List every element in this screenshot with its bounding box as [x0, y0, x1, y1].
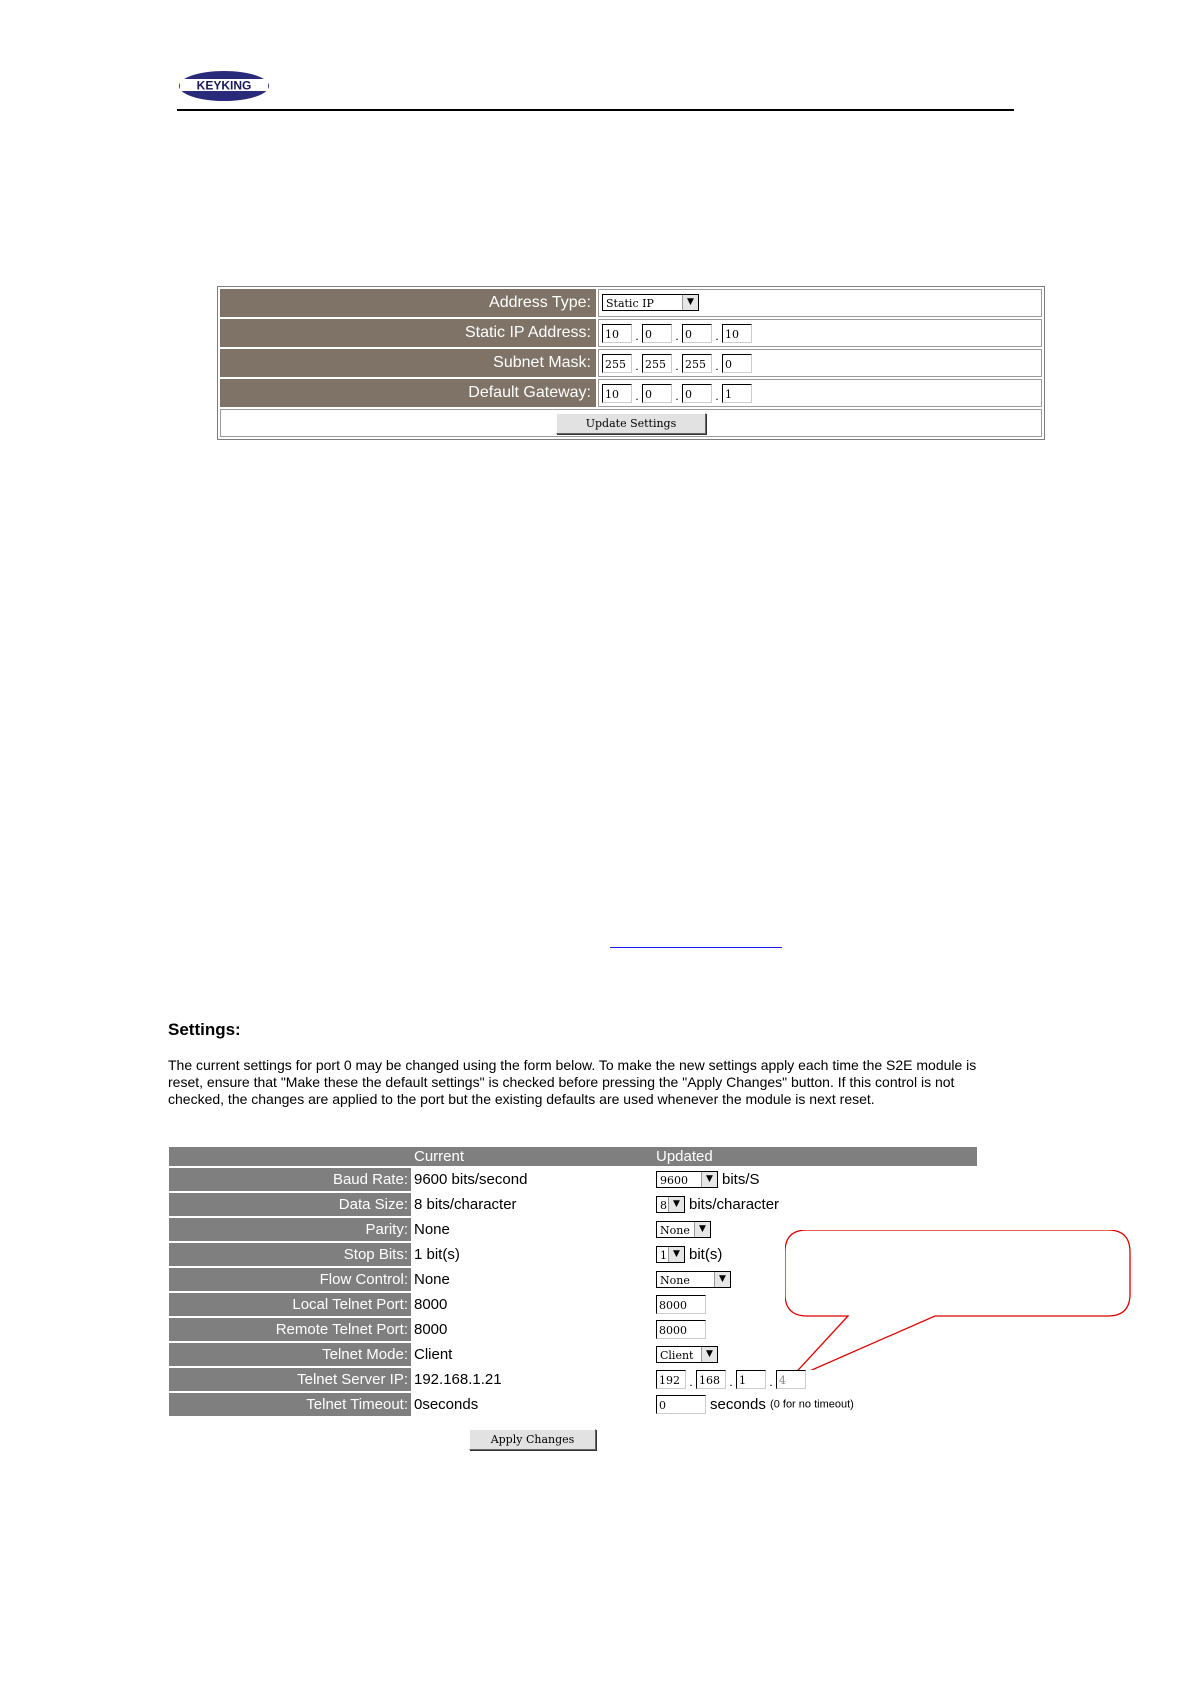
ip-separator-dot: .	[635, 388, 639, 403]
unit-label: bit(s)	[689, 1246, 723, 1264]
ip-octet-input[interactable]: 10	[602, 324, 632, 343]
table-header-row	[169, 1147, 977, 1166]
chevron-down-icon[interactable]: ▼	[701, 1347, 717, 1362]
settings-row-label: Telnet Server IP:	[169, 1368, 411, 1391]
settings-row-label: Telnet Mode:	[169, 1343, 411, 1366]
ip-octet-input[interactable]: 4	[776, 1370, 806, 1389]
column-header-updated: Updated	[653, 1147, 977, 1166]
current-value: None	[414, 1271, 450, 1288]
unit-label: seconds	[710, 1396, 766, 1413]
ip-separator-dot: .	[769, 1375, 773, 1389]
setting-select[interactable]	[656, 1246, 685, 1263]
select-value: Client	[660, 1349, 694, 1363]
update-settings-button[interactable]: Update Settings	[556, 413, 706, 434]
select-value: 1	[660, 1249, 667, 1263]
setting-select[interactable]	[656, 1271, 731, 1288]
column-header-current: Current	[411, 1147, 653, 1166]
keyking-logo	[178, 70, 270, 102]
ip-octet-input[interactable]: 10	[602, 384, 632, 403]
ip-octet-input[interactable]: 255	[642, 354, 672, 373]
current-value: 8000	[414, 1321, 448, 1338]
settings-row-label: Data Size:	[169, 1193, 411, 1216]
setting-text-input[interactable]: 0	[656, 1395, 706, 1414]
ip-separator-dot: .	[715, 358, 719, 373]
current-value: 8000	[414, 1296, 448, 1313]
ip-octet-input[interactable]: 255	[602, 354, 632, 373]
settings-row-label: Telnet Timeout:	[169, 1393, 411, 1416]
updated-value-cell	[653, 1168, 977, 1191]
settings-row	[169, 1168, 977, 1191]
network-row-value	[598, 349, 1042, 377]
select-value: Static IP	[606, 297, 654, 311]
setting-text-input[interactable]: 8000	[656, 1295, 706, 1314]
settings-row-label: Stop Bits:	[169, 1243, 411, 1266]
current-value: Client	[414, 1346, 453, 1363]
ip-octet-input[interactable]: 0	[642, 384, 672, 403]
settings-row	[169, 1193, 977, 1216]
ip-octet-input[interactable]: 0	[682, 384, 712, 403]
network-row-value	[598, 319, 1042, 347]
settings-row-label: Flow Control:	[169, 1268, 411, 1291]
network-button-row	[220, 409, 1042, 437]
network-row-label: Default Gateway:	[220, 379, 596, 407]
settings-row-label: Remote Telnet Port:	[169, 1318, 411, 1341]
apply-changes-button[interactable]: Apply Changes	[469, 1429, 596, 1450]
chevron-down-icon[interactable]: ▼	[668, 1247, 684, 1262]
setting-select[interactable]	[656, 1171, 718, 1188]
setting-select[interactable]	[656, 1221, 711, 1238]
settings-row	[169, 1368, 977, 1391]
ip-octet-input[interactable]: 0	[682, 324, 712, 343]
chevron-down-icon[interactable]: ▼	[694, 1222, 710, 1237]
network-row-value	[598, 379, 1042, 407]
current-value: 1 bit(s)	[414, 1246, 460, 1263]
ip-separator-dot: .	[675, 328, 679, 343]
network-row-label: Address Type:	[220, 289, 596, 317]
ip-octet-input[interactable]: 0	[642, 324, 672, 343]
settings-row	[169, 1393, 977, 1416]
timeout-note: (0 for no timeout)	[770, 1398, 854, 1411]
current-value: None	[414, 1221, 450, 1238]
network-row	[220, 289, 1042, 317]
settings-row-label: Local Telnet Port:	[169, 1293, 411, 1316]
callout-bubble	[785, 1230, 1185, 1370]
current-value: 9600 bits/second	[414, 1171, 528, 1188]
settings-description: The current settings for port 0 may be changed using the form below. To make the new settings apply each time the S2E module is reset, ensure that "Make these the default settings" is checked before pressing the "Apply Changes" button. If this control is not checked, the changes are applied to the port but the existing defaults are used whenever the module is next reset.	[168, 1057, 977, 1107]
network-row-label: Subnet Mask:	[220, 349, 596, 377]
chevron-down-icon[interactable]: ▼	[668, 1197, 684, 1212]
ip-octet-input[interactable]: 1	[722, 384, 752, 403]
ip-separator-dot: .	[729, 1375, 733, 1389]
select-value: 8	[660, 1199, 667, 1213]
unit-label: bits/character	[689, 1196, 780, 1214]
ip-separator-dot: .	[689, 1375, 693, 1389]
current-value: 192.168.1.21	[414, 1371, 502, 1388]
settings-heading: Settings:	[168, 1020, 241, 1039]
select-value: 9600	[660, 1174, 688, 1188]
setting-select[interactable]	[656, 1196, 685, 1213]
ip-octet-input[interactable]: 192	[656, 1370, 686, 1389]
select-value: None	[660, 1274, 690, 1288]
network-row-label: Static IP Address:	[220, 319, 596, 347]
chevron-down-icon[interactable]: ▼	[682, 295, 698, 310]
button-cell	[220, 409, 1042, 437]
current-value: 0seconds	[414, 1396, 479, 1413]
ip-octet-input[interactable]: 0	[722, 354, 752, 373]
ip-octet-input[interactable]: 1	[736, 1370, 766, 1389]
header-blank-cell	[169, 1147, 411, 1166]
setting-select[interactable]	[656, 1346, 718, 1363]
updated-value-cell	[653, 1368, 977, 1391]
ip-separator-dot: .	[675, 388, 679, 403]
ip-separator-dot: .	[715, 328, 719, 343]
current-value: 8 bits/character	[414, 1196, 517, 1213]
network-settings-table	[217, 286, 1045, 440]
select-value: None	[660, 1224, 690, 1238]
settings-row-label: Parity:	[169, 1218, 411, 1241]
ip-octet-input[interactable]: 255	[682, 354, 712, 373]
setting-text-input[interactable]: 8000	[656, 1320, 706, 1339]
network-row-value	[598, 289, 1042, 317]
ip-octet-input[interactable]: 168	[696, 1370, 726, 1389]
hyperlink-underline[interactable]	[610, 947, 782, 948]
network-row	[220, 319, 1042, 347]
updated-value-cell	[653, 1393, 977, 1416]
network-row	[220, 379, 1042, 407]
unit-label: bits/S	[722, 1171, 760, 1189]
ip-octet-input[interactable]: 10	[722, 324, 752, 343]
ip-separator-dot: .	[715, 388, 719, 403]
header-divider	[177, 109, 1014, 111]
ip-separator-dot: .	[635, 328, 639, 343]
address-type-select[interactable]	[602, 294, 699, 311]
settings-row-label: Baud Rate:	[169, 1168, 411, 1191]
network-row	[220, 349, 1042, 377]
updated-value-cell	[653, 1193, 977, 1216]
ip-separator-dot: .	[635, 358, 639, 373]
chevron-down-icon[interactable]: ▼	[701, 1172, 717, 1187]
chevron-down-icon[interactable]: ▼	[714, 1272, 730, 1287]
ip-separator-dot: .	[675, 358, 679, 373]
logo-text: KEYKING	[196, 78, 252, 93]
